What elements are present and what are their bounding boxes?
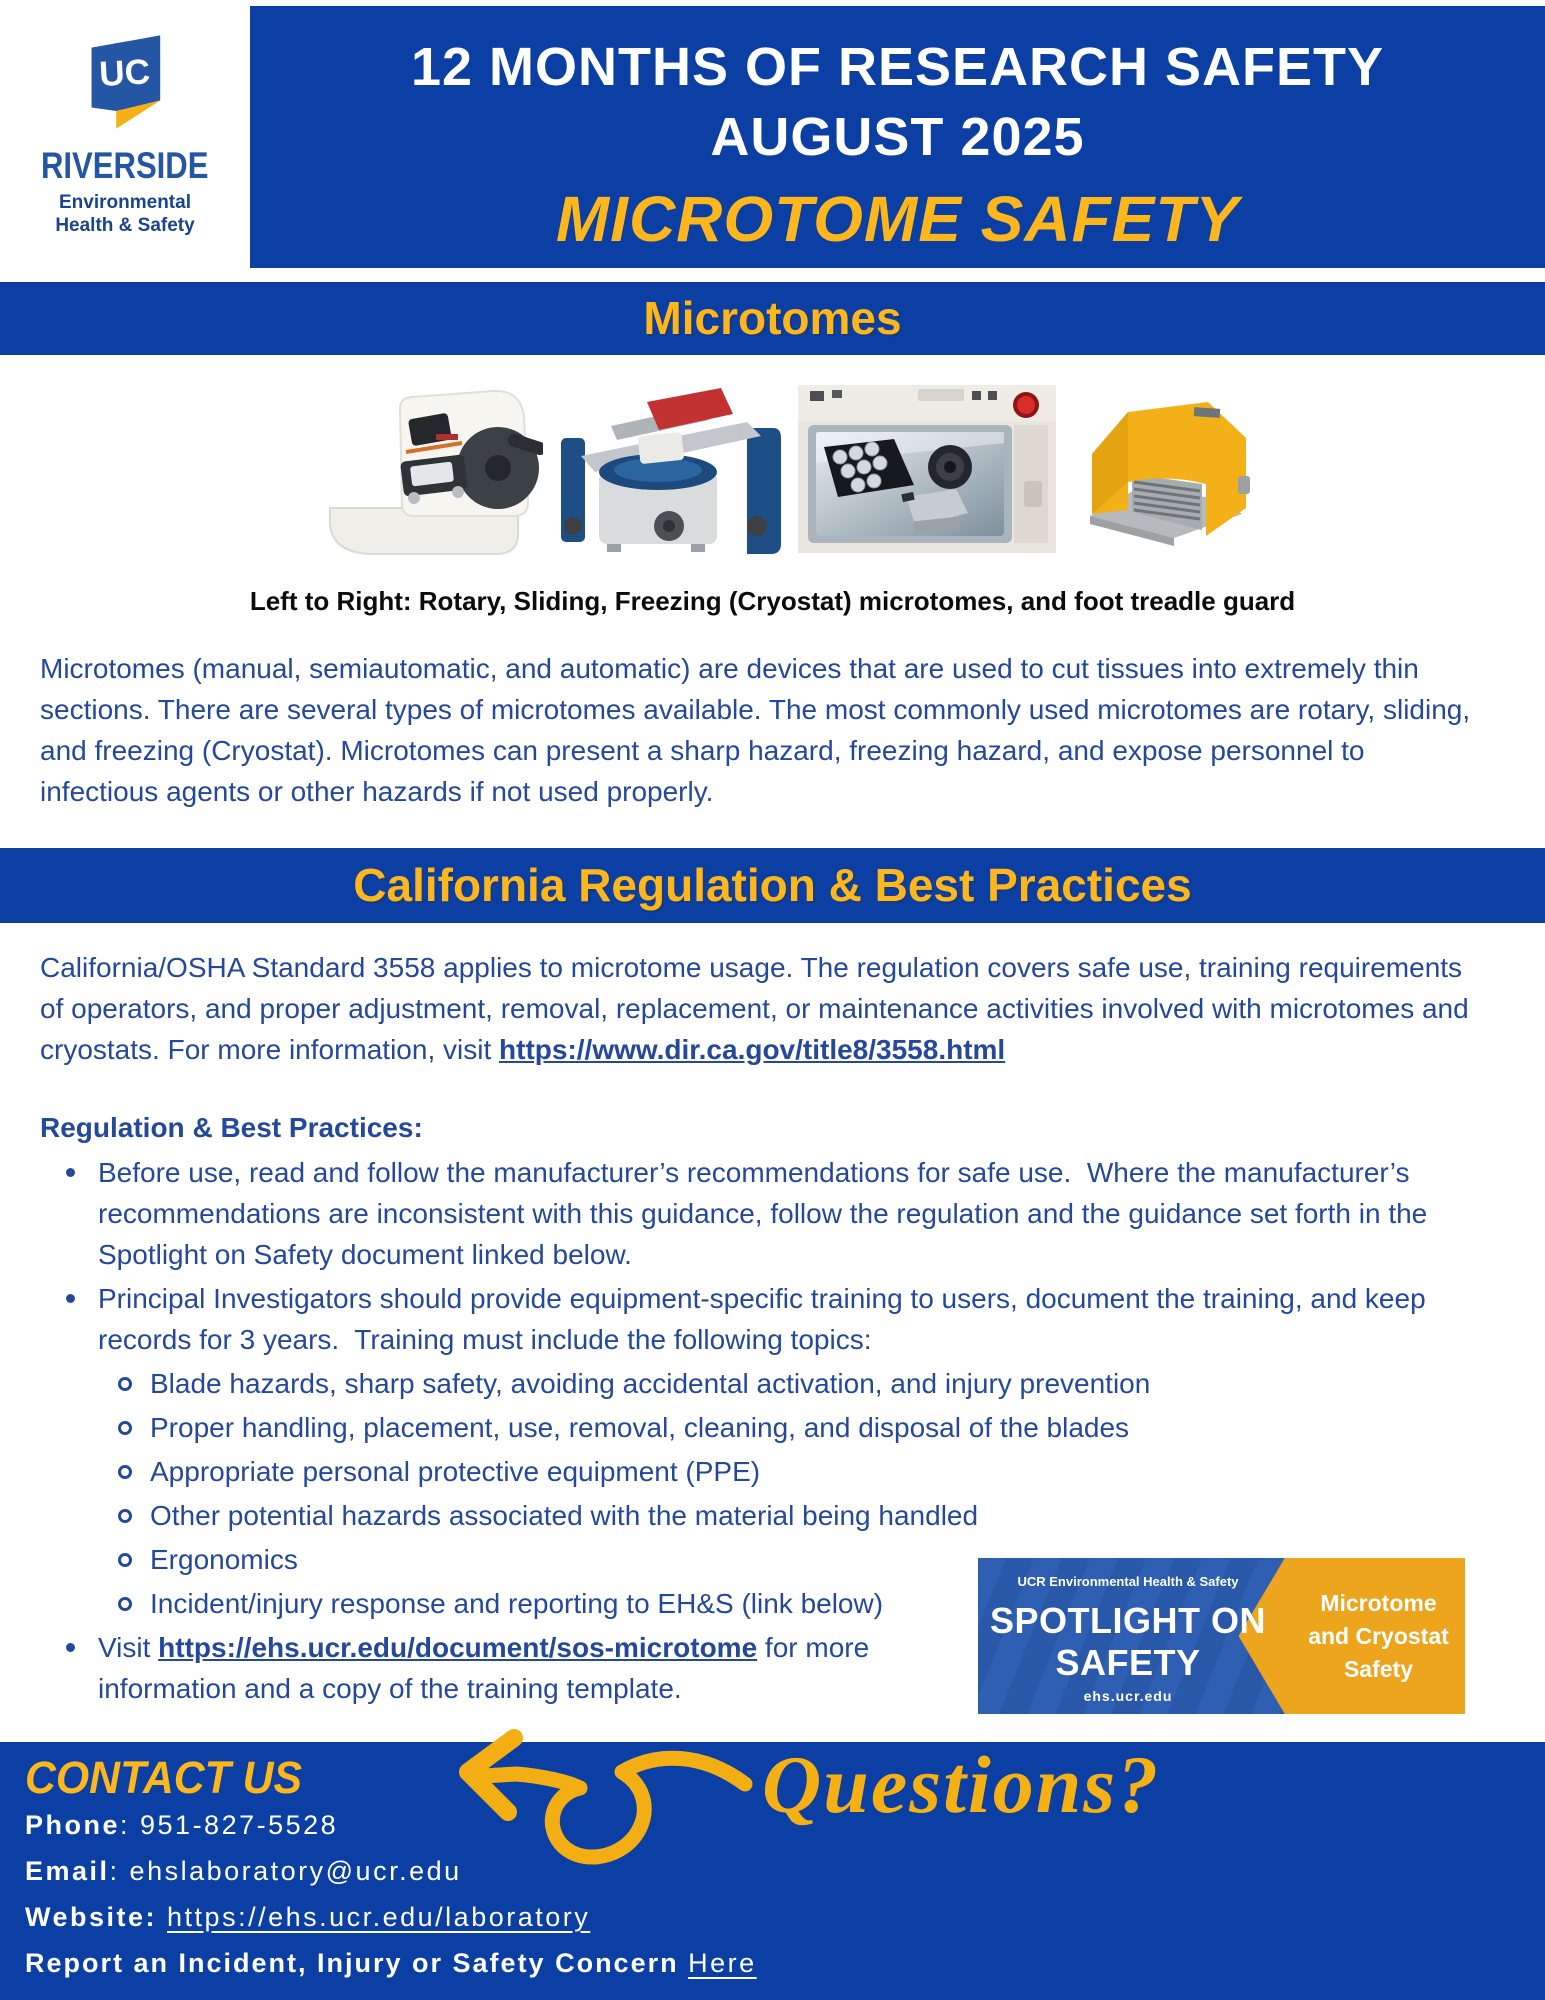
list-item-sub2: Proper handling, placement, use, removal, cleaning, and disposal of the blades (40, 1407, 1502, 1448)
phone-value: : 951-827-5528 (120, 1810, 339, 1840)
arrow-doodle-icon (450, 1726, 765, 1881)
list-item-sub1: Blade hazards, sharp safety, avoiding accidental activation, and injury prevention (40, 1363, 1502, 1404)
microtomes-paragraph: Microtomes (manual, semiautomatic, and automatic) are devices that are used to cut tissues into extremely thin sections. There are several types of microtomes available. The most commonly used microtomes are rotary, sliding, and freezing (Cryostat). Microtomes can present a sharp hazard, freezing hazard, and expose personnel to infectious agents or other hazards if not used properly. (40, 653, 1471, 807)
list-item-bullet1: Before use, read and follow the manufacturer’s recommendations for safe use. Where the manufacturer’s recommendations are inconsistent with this guidance, follow the regulation and the guidance set forth in the Spotlight on Safety document linked below. (40, 1152, 1502, 1275)
report-label: Report an Incident, Injury or Safety Concern (25, 1948, 689, 1978)
logo-dept-line2: Health & Safety (55, 215, 195, 236)
regulation-bar-title: California Regulation & Best Practices (353, 859, 1192, 911)
spotlight-url: ehs.ucr.edu (1083, 1688, 1173, 1704)
questions-text: Questions? (762, 1739, 1161, 1830)
logo-riverside-text: RIVERSIDE (41, 145, 209, 186)
spotlight-banner (978, 1558, 1465, 1714)
list-item-bullet3 (40, 1627, 960, 1709)
email-label: Email (25, 1856, 110, 1886)
bullet3-text-before: Visit (98, 1632, 159, 1663)
list-item-sub3: Appropriate personal protective equipment (PPE) (40, 1451, 1502, 1492)
regulation-intro-paragraph (40, 947, 1490, 1070)
website-label: Website: (25, 1902, 168, 1932)
foot-treadle-guard-image (1078, 388, 1250, 560)
bullet3-text-after: for more information and a copy of the training template. (98, 1632, 877, 1704)
phone-label: Phone (25, 1810, 121, 1840)
section-bar-regulation (0, 848, 1545, 923)
dir-ca-gov-link[interactable]: https://www.dir.ca.gov/title8/3558.html (499, 1034, 1006, 1065)
regulation-intro-text: California/OSHA Standard 3558 applies to microtome usage. The regulation covers safe use, training requirements of operators, and proper adjustment, removal, replacement, or maintenance activities involved with microtomes and cryostats. For more information, visit (40, 952, 1469, 1065)
logo-dept-line1: Environmental (59, 192, 191, 213)
cryostat-microtome-image (798, 385, 1056, 553)
microtome-images-row (318, 376, 1258, 576)
spotlight-org-text: UCR Environmental Health & Safety (1017, 1574, 1239, 1589)
spotlight-tag-line1: Microtome (1320, 1590, 1437, 1616)
sos-microtome-link[interactable]: https://ehs.ucr.edu/document/sos-microtome (158, 1632, 758, 1663)
header-logo (0, 0, 250, 268)
images-caption: Left to Right: Rotary, Sliding, Freezing (Cryostat) microtomes, and foot treadle guard (249, 586, 1296, 616)
report-here-link[interactable]: Here (688, 1948, 757, 1978)
list-item-sub6: Incident/injury response and reporting to EH&S (link below) (40, 1583, 1502, 1624)
header-banner (250, 6, 1545, 268)
email-row (25, 1856, 462, 1887)
email-value: : ehslaboratory@ucr.edu (109, 1856, 462, 1886)
spotlight-title-line2: SAFETY (1055, 1642, 1201, 1683)
header-subtitle: MICROTOME SAFETY (555, 183, 1240, 255)
spotlight-tag-line3: Safety (1343, 1656, 1414, 1682)
phone-row (25, 1810, 338, 1841)
rotary-microtome-image (318, 376, 543, 566)
microtomes-bar-title: Microtomes (643, 292, 902, 344)
list-item-bullet2: Principal Investigators should provide equipment-specific training to users, document the training, and keep records for 3 years. Training must include the following topics: (40, 1278, 1502, 1360)
uc-shield-icon (81, 30, 169, 134)
contact-us-heading: CONTACT US (25, 1752, 303, 1803)
list-item-sub5: Ergonomics (40, 1539, 1502, 1580)
report-row (25, 1948, 757, 1979)
spotlight-tag-line2: and Cryostat (1308, 1623, 1449, 1649)
practices-heading: Regulation & Best Practices: (40, 1112, 423, 1143)
section-bar-microtomes (0, 282, 1545, 355)
header-title-line1: 12 MONTHS OF RESEARCH SAFETY (410, 37, 1385, 97)
logo-uc-text: UC (98, 52, 152, 94)
sliding-microtome-image (551, 376, 786, 568)
list-item-sub4: Other potential hazards associated with the material being handled (40, 1495, 1502, 1536)
header-title-line2: AUGUST 2025 (710, 107, 1085, 167)
website-link[interactable]: https://ehs.ucr.edu/laboratory (167, 1902, 591, 1932)
website-row (25, 1902, 590, 1933)
spotlight-title-line1: SPOTLIGHT ON (990, 1600, 1266, 1641)
